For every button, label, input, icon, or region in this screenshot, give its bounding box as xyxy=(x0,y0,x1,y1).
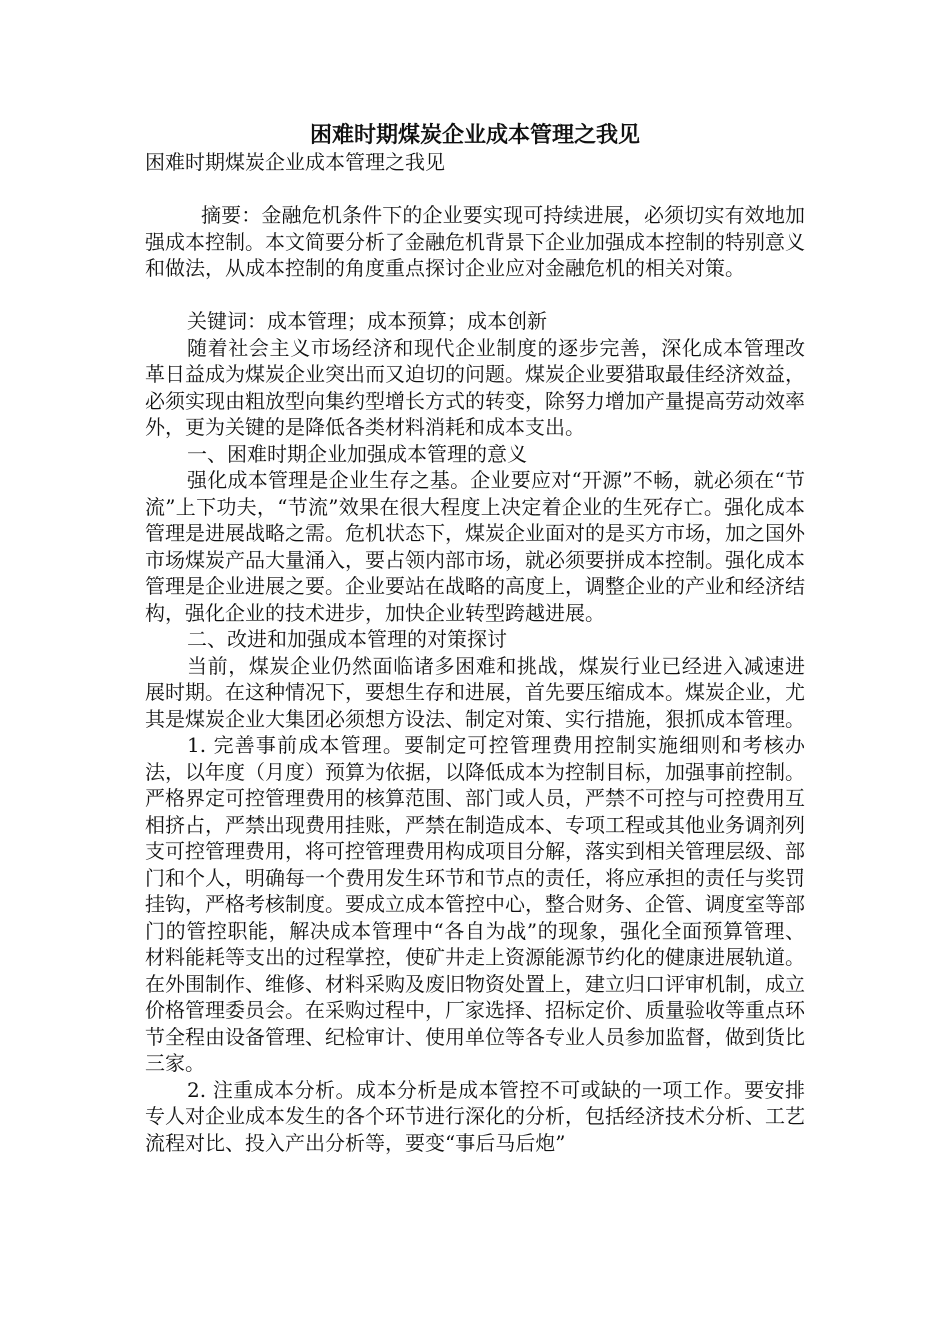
section1-paragraph: 强化成本管理是企业生存之基。企业要应对“开源”不畅，就必须在“节流”上下功夫，“节流”效果在很大程度上决定着企业的生死存亡。强化成本管理是进展战略之需。危机状态下，煤炭企业面对的是买方市场，加之国外市场煤炭产品大量涌入，要占领内部市场，就必须要拼成本控制。强化成本管理是企业进展之要。企业要站在战略的高度上，调整企业的产业和经济结构，强化企业的技术进步，加快企业转型跨越进展。 xyxy=(145,468,805,625)
item1-paragraph: 1. 完善事前成本管理。要制定可控管理费用控制实施细则和考核办法，以年度（月度）预算为依据，以降低成本为控制目标，加强事前控制。严格界定可控管理费用的核算范围、部门或人员，严禁不可控与可控费用互相挤占，严禁出现费用挂账，严禁在制造成本、专项工程或其他业务调剂列支可控管理费用，将可控管理费用构成项目分解，落实到相关管理层级、部门和个人，明确每一个费用发生环节和节点的责任，将应承担的责任与奖罚挂钩，严格考核制度。要成立成本管控中心，整合财务、企管、调度室等部门的管控职能，解决成本管理中“各自为战”的现象，强化全面预算管理、材料能耗等支出的过程掌控，使矿井走上资源能源节约化的健康进展轨道。在外围制作、维修、材料采购及废旧物资处置上，建立归口评审机制，成立价格管理委员会。在采购过程中，厂家选择、招标定价、质量验收等重点环节全程由设备管理、纪检审计、使用单位等各专业人员参加监督，做到货比三家。 xyxy=(145,733,805,1075)
abstract-paragraph: 摘要：金融危机条件下的企业要实现可持续进展，必须切实有效地加强成本控制。本文简要分析了金融危机背景下企业加强成本控制的特别意义和做法，从成本控制的角度重点探讨企业应对金融危机的相关对策。 xyxy=(145,203,805,280)
blank-line xyxy=(145,176,805,203)
item2-paragraph: 2. 注重成本分析。成本分析是成本管控不可或缺的一项工作。要安排专人对企业成本发生的各个环节进行深化的分析，包括经济技术分析、工艺流程对比、投入产出分析等，要变“事后马后炮” xyxy=(145,1077,805,1155)
section2-heading: 二、改进和加强成本管理的对策探讨 xyxy=(187,627,507,651)
document-body xyxy=(145,149,805,1156)
document-title: 困难时期煤炭企业成本管理之我见 xyxy=(309,122,640,148)
keywords-line: 关键词：成本管理；成本预算；成本创新 xyxy=(187,309,547,333)
blank-line xyxy=(145,282,805,309)
document-subtitle: 困难时期煤炭企业成本管理之我见 xyxy=(145,150,445,174)
intro-paragraph: 随着社会主义市场经济和现代企业制度的逐步完善，深化成本管理改革日益成为煤炭企业突出而又迫切的问题。煤炭企业要猎取最佳经济效益，必须实现由粗放型向集约型增长方式的转变，除努力增加产量提高劳动效率外，更为关键的是降低各类材料消耗和成本支出。 xyxy=(145,335,805,439)
section1-heading: 一、困难时期企业加强成本管理的意义 xyxy=(187,441,527,466)
section2-paragraph: 当前，煤炭企业仍然面临诸多困难和挑战，煤炭行业已经进入减速进展时期。在这种情况下，要想生存和进展，首先要压缩成本。煤炭企业，尤其是煤炭企业大集团必须想方设法、制定对策、实行措施，狠抓成本管理。 xyxy=(145,653,805,731)
